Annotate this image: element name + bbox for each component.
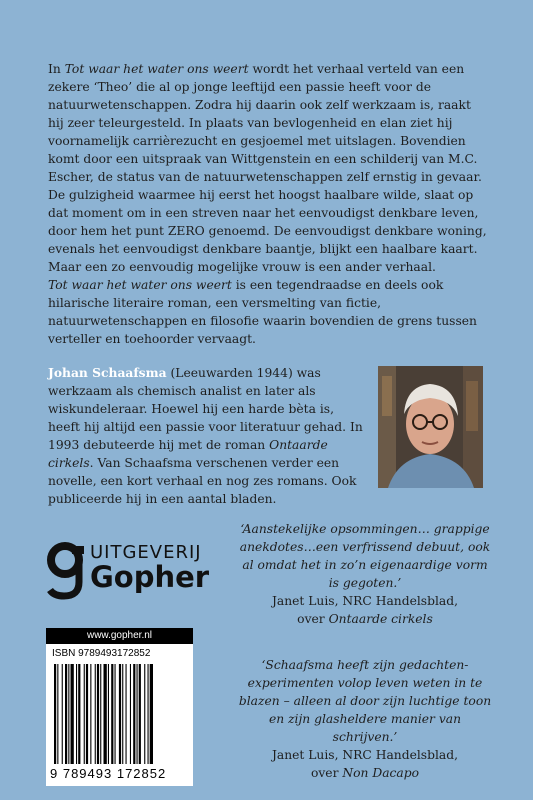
quote-source: over Ontaarde cirkels <box>297 612 433 626</box>
quote-author: Janet Luis, NRC Handelsblad, <box>271 748 459 762</box>
publisher-url: www.gopher.nl <box>46 628 193 644</box>
barcode-image <box>54 664 188 764</box>
barcode-panel <box>46 628 193 786</box>
book-blurb <box>48 60 488 348</box>
debut-title: Ontaarde cirkels <box>48 438 328 470</box>
publisher-name: Gopher <box>90 560 210 594</box>
quote-author: Janet Luis, NRC Handelsblad, <box>271 594 459 608</box>
book-title: Tot waar het water ons weert <box>48 278 232 292</box>
author-portrait-image <box>378 366 483 488</box>
blurb-paragraph-1: In Tot waar het water ons weert wordt het verhaal verteld van een zekere ‘Theo’ die al op jonge leeftijd een passie heeft voor de natuurwetenschappen. Zodra hij daarin ook zelf werkzaam is, raakt hij zeer teleurgesteld. In plaats van bevlogenheid en elan ziet hij voornamelijk carrièrezucht en gesjoemel met uitslagen. Bovendien komt door een uitspraak van Wittgenstein en een schilderij van M.C. Escher, de status van de natuurwetenschappen zelf ernstig in gevaar. <box>48 62 482 184</box>
blurb-paragraph-2: De gulzigheid waarmee hij eerst het hoogst haalbare wilde, slaat op dat moment om in een streven naar het eenvoudigst denkbare leven, door hem het punt ZERO genoemd. De eenvoudigst denkbare woning, evenals het eenvoudigst denkbare baantje, blijkt een haalbare kaart. Maar een zo eenvoudig mogelijke vrouw is een ander verhaal. <box>48 188 487 274</box>
quote-source: over Non Dacapo <box>310 766 420 780</box>
quote-text: ‘Aanstekelijke opsommingen… grappige anekdotes…een verfrissend debuut, ook al omdat het in zo’n eigenaardige vorm is gegoten.’ <box>239 522 491 590</box>
publisher-logo <box>46 540 210 600</box>
review-quote <box>236 520 494 628</box>
review-quote <box>236 656 494 782</box>
author-name: Johan Schaafsma <box>48 365 167 380</box>
author-photo <box>378 366 483 488</box>
publisher-label: UITGEVERIJ <box>90 542 202 563</box>
barcode-digits: 9 789493 172852 <box>50 766 167 781</box>
gopher-g-icon <box>46 540 86 600</box>
book-title: Tot waar het water ons weert <box>64 62 249 76</box>
author-bio: Johan Schaafsma (Leeuwarden 1944) was werkzaam als chemisch analist en later als wiskundeleraar. Hoewel hij een harde bèta is, heeft hij altijd een passie voor literatuur gehad. In 1993 debuteerde hij met de roman Ontaarde cirkels. Van Schaafsma verschenen verder een novelle, een kort verhaal en nog zes romans. Ook publiceerde hij in een aantal bladen. <box>48 365 363 506</box>
isbn-label: ISBN 9789493172852 <box>52 648 151 659</box>
blurb-paragraph-3: Tot waar het water ons weert is een tegendraadse en deels ook hilarische literaire roman, een versmelting van fictie, natuurwetenschappen en filosofie waarin bovendien de grens tussen verteller en toehoorder vervaagt. <box>48 278 477 346</box>
quote-text: ‘Schaafsma heeft zijn gedachten-experimenten volop leven weten in te blazen – alleen al door zijn luchtige toon en zijn glasheldere manier van schrijven.’ <box>238 658 492 744</box>
